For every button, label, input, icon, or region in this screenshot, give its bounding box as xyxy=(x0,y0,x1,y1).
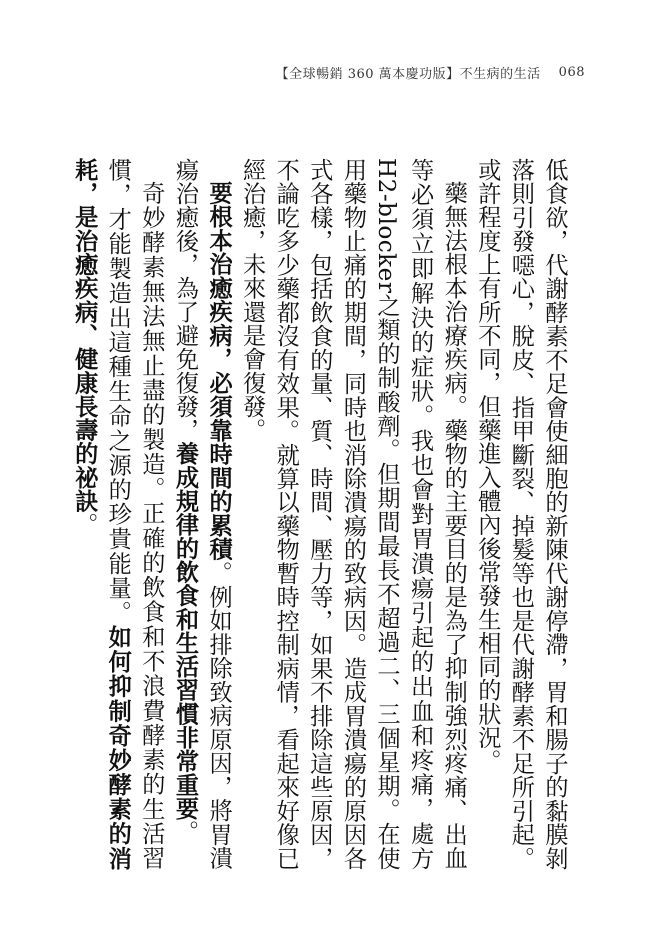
page-header xyxy=(275,62,585,82)
paragraph-4-text-a: 奇妙酵素無法無止盡的製造。正確的飲食和不浪費酵素的生活習慣，才能製造出這種生命之源的珍貴能量。 xyxy=(104,158,165,870)
paragraph-4-text-b: 。 xyxy=(70,512,98,537)
running-title: 【全球暢銷 360 萬本慶功版】不生病的生活 xyxy=(275,66,541,82)
paragraph-2-text-b: 之類的制酸劑。但期間最長不超過二、三個星期。在使用藥物止痛的期間，同時也消除潰瘍的致病因。造成胃潰瘍的原因各式各樣，包括飲食的量、質、時間、壓力等，如果不排除這些原因，不論吃多少藥都沒有效果。就算以藥物暫時控制病情，看起來好像已經治癒，未來還是會復發。 xyxy=(238,158,401,870)
paragraph-4-bold: 如何抑制奇妙酵素的消耗，是治癒疾病、健康長壽的祕訣 xyxy=(70,158,132,870)
paragraph-3-bold-a: 要根本治癒疾病，必須靠時間的累積 xyxy=(205,181,233,562)
paragraph-1-text: 低食欲，代謝酵素不足會使細胞的新陳代謝停滯，胃和腸子的黏膜剝落則引發噁心，脫皮、指甲斷裂、掉髮等也是代謝酵素不足所引起。或許程度上有所不同，但藥進入體內後常發生相同的狀況。 xyxy=(473,158,568,870)
paragraph-3-text-a: 。例如排除致病原因，將胃潰瘍治癒後，為了避免復發， xyxy=(171,158,233,870)
paragraph-1 xyxy=(470,158,571,870)
paragraph-4 xyxy=(67,158,168,870)
paragraph-2-text-a: 藥無法根本治療疾病。藥物的主要目的是為了抑制強烈疼痛、出血等必須立即解決的症狀。我也會對胃潰瘍引起的出血和疼痛，處方 xyxy=(406,158,468,870)
paragraph-3 xyxy=(168,158,235,870)
drug-name-h2-blocker: H2-blocker xyxy=(373,158,401,294)
body-text xyxy=(70,158,571,870)
paragraph-2 xyxy=(235,158,470,870)
paragraph-3-bold-b: 養成規律的飲食和生活習慣非常重要 xyxy=(171,441,199,821)
page-number: 068 xyxy=(558,64,585,80)
paragraph-3-text-b: 。 xyxy=(171,820,199,844)
